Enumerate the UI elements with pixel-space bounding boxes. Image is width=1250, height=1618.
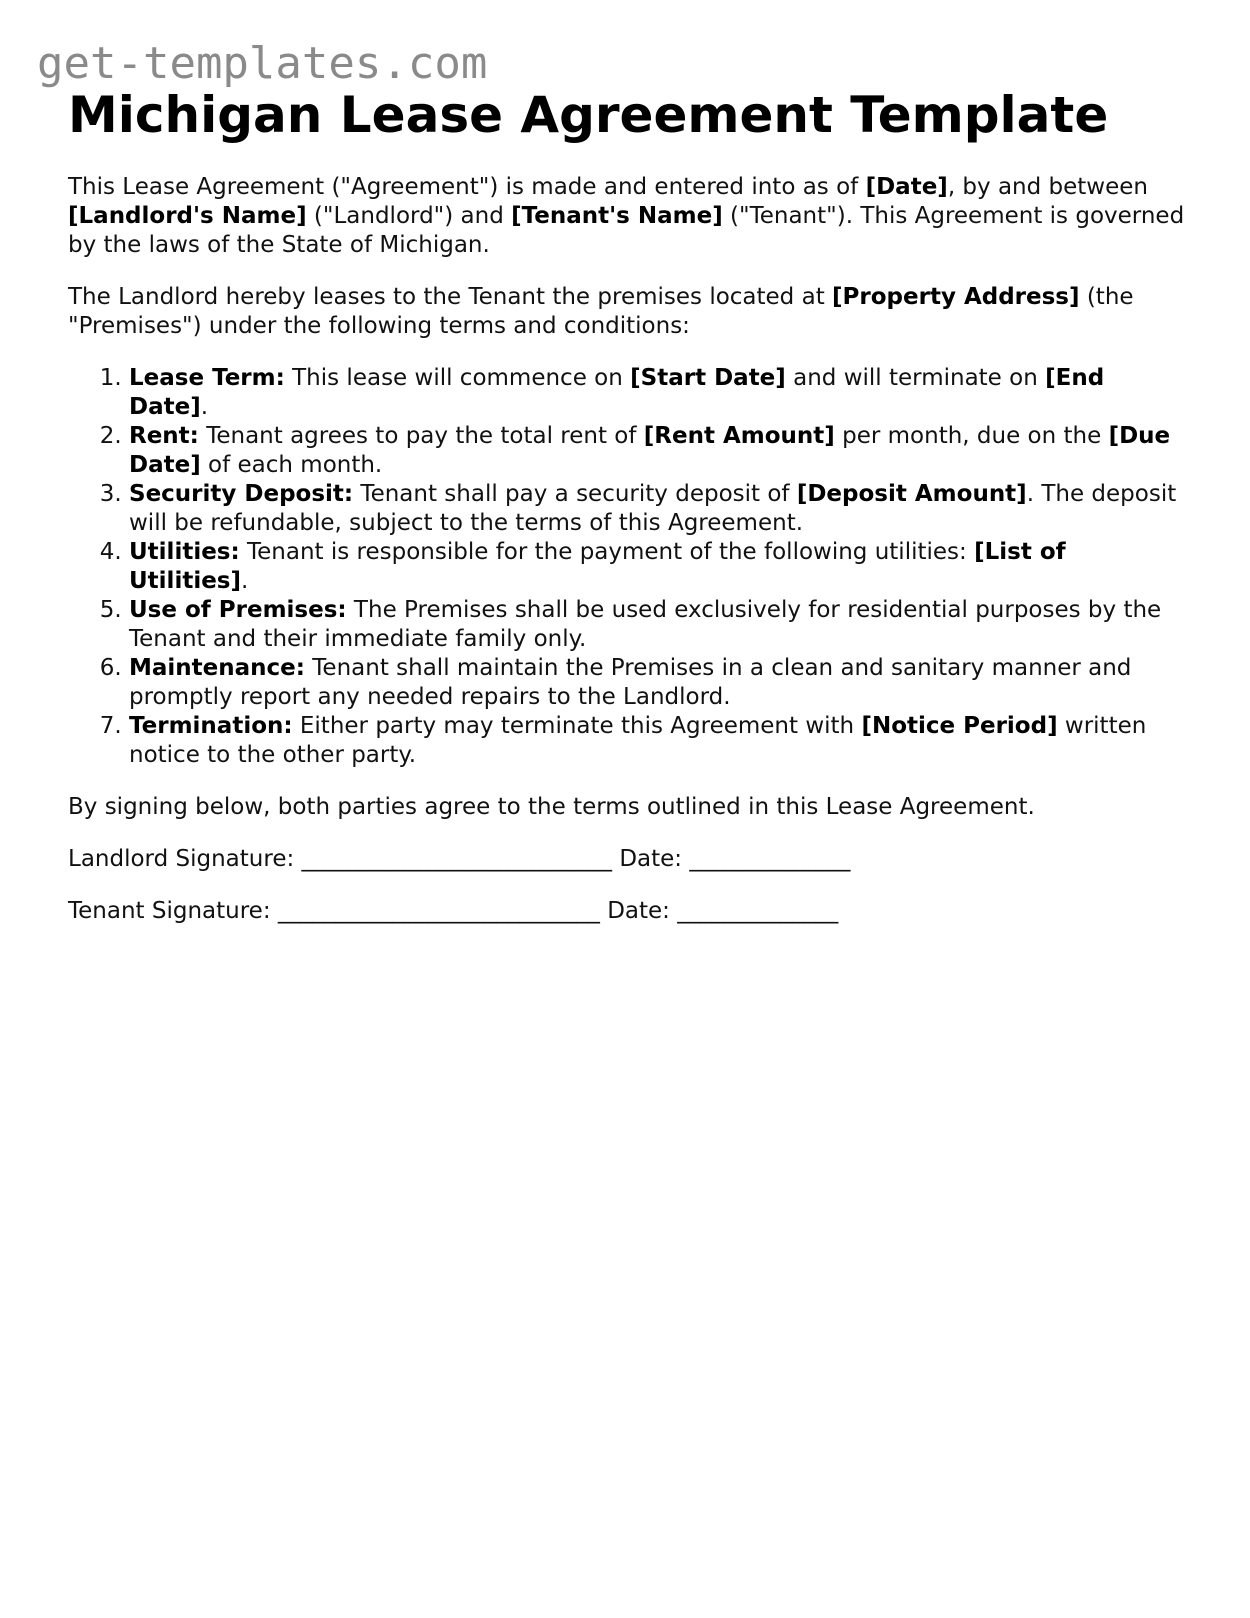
due-date-placeholder: [Due Date] bbox=[129, 423, 1171, 478]
term-text: . bbox=[200, 394, 209, 420]
term-text: written notice to the other party. bbox=[129, 713, 1147, 768]
term-use-of-premises bbox=[129, 596, 1188, 654]
premises-text: The Landlord hereby leases to the Tenant the premises located at bbox=[68, 284, 833, 310]
date-placeholder: [Date] bbox=[865, 174, 948, 200]
term-heading: Maintenance: bbox=[129, 655, 305, 681]
term-text: Tenant shall pay a security deposit of bbox=[353, 481, 797, 507]
intro-paragraph bbox=[68, 173, 1188, 260]
term-rent bbox=[129, 422, 1188, 480]
term-maintenance bbox=[129, 654, 1188, 712]
intro-text: This Lease Agreement ("Agreement") is made and entered into as of bbox=[68, 174, 866, 200]
term-heading: Lease Term: bbox=[129, 365, 285, 391]
term-heading: Use of Premises: bbox=[129, 597, 347, 623]
term-heading: Security Deposit: bbox=[129, 481, 354, 507]
term-text: Tenant is responsible for the payment of the following utilities: bbox=[239, 539, 975, 565]
landlord-name-placeholder: [Landlord's Name] bbox=[68, 203, 307, 229]
term-text: Tenant shall maintain the Premises in a clean and sanitary manner and promptly report any needed repairs to the Landlord. bbox=[129, 655, 1132, 710]
premises-text: (the "Premises") under the following terms and conditions: bbox=[68, 284, 1134, 339]
intro-text: ("Landlord") and bbox=[306, 203, 512, 229]
start-date-placeholder: [Start Date] bbox=[630, 365, 786, 391]
rent-amount-placeholder: [Rent Amount] bbox=[643, 423, 835, 449]
terms-list bbox=[68, 364, 1188, 770]
landlord-signature-line: Landlord Signature: ___________________________ Date: ______________ bbox=[68, 846, 851, 872]
utilities-list-placeholder: [List of Utilities] bbox=[129, 539, 1066, 594]
intro-text: ("Tenant"). This Agreement is governed by the laws of the State of Michigan. bbox=[68, 203, 1185, 258]
tenant-signature-line: Tenant Signature: ____________________________ Date: ______________ bbox=[68, 898, 839, 924]
term-text: of each month. bbox=[200, 452, 383, 478]
term-heading: Rent: bbox=[129, 423, 199, 449]
closing-paragraph: By signing below, both parties agree to the terms outlined in this Lease Agreement. bbox=[68, 794, 1035, 820]
tenant-name-placeholder: [Tenant's Name] bbox=[511, 203, 723, 229]
document bbox=[68, 84, 1188, 926]
end-date-placeholder: [End Date] bbox=[129, 365, 1105, 420]
notice-period-placeholder: [Notice Period] bbox=[861, 713, 1058, 739]
deposit-amount-placeholder: [Deposit Amount] bbox=[796, 481, 1027, 507]
term-utilities bbox=[129, 538, 1188, 596]
term-termination bbox=[129, 712, 1188, 770]
intro-text: , by and between bbox=[947, 174, 1148, 200]
term-text: and will terminate on bbox=[785, 365, 1046, 391]
term-heading: Utilities: bbox=[129, 539, 240, 565]
term-text: Either party may terminate this Agreement with bbox=[292, 713, 862, 739]
term-text: The Premises shall be used exclusively for residential purposes by the Tenant and their immediate family only. bbox=[129, 597, 1162, 652]
term-text: . The deposit will be refundable, subject to the terms of this Agreement. bbox=[129, 481, 1177, 536]
term-heading: Termination: bbox=[129, 713, 293, 739]
property-address-placeholder: [Property Address] bbox=[832, 284, 1080, 310]
term-text: per month, due on the bbox=[834, 423, 1109, 449]
premises-paragraph bbox=[68, 283, 1188, 341]
term-lease-term bbox=[129, 364, 1188, 422]
document-title: Michigan Lease Agreement Template bbox=[68, 86, 1109, 144]
term-text: This lease will commence on bbox=[284, 365, 631, 391]
term-text: . bbox=[241, 568, 249, 594]
term-text: Tenant agrees to pay the total rent of bbox=[198, 423, 644, 449]
term-security-deposit bbox=[129, 480, 1188, 538]
watermark: get-templates.com bbox=[37, 38, 488, 89]
